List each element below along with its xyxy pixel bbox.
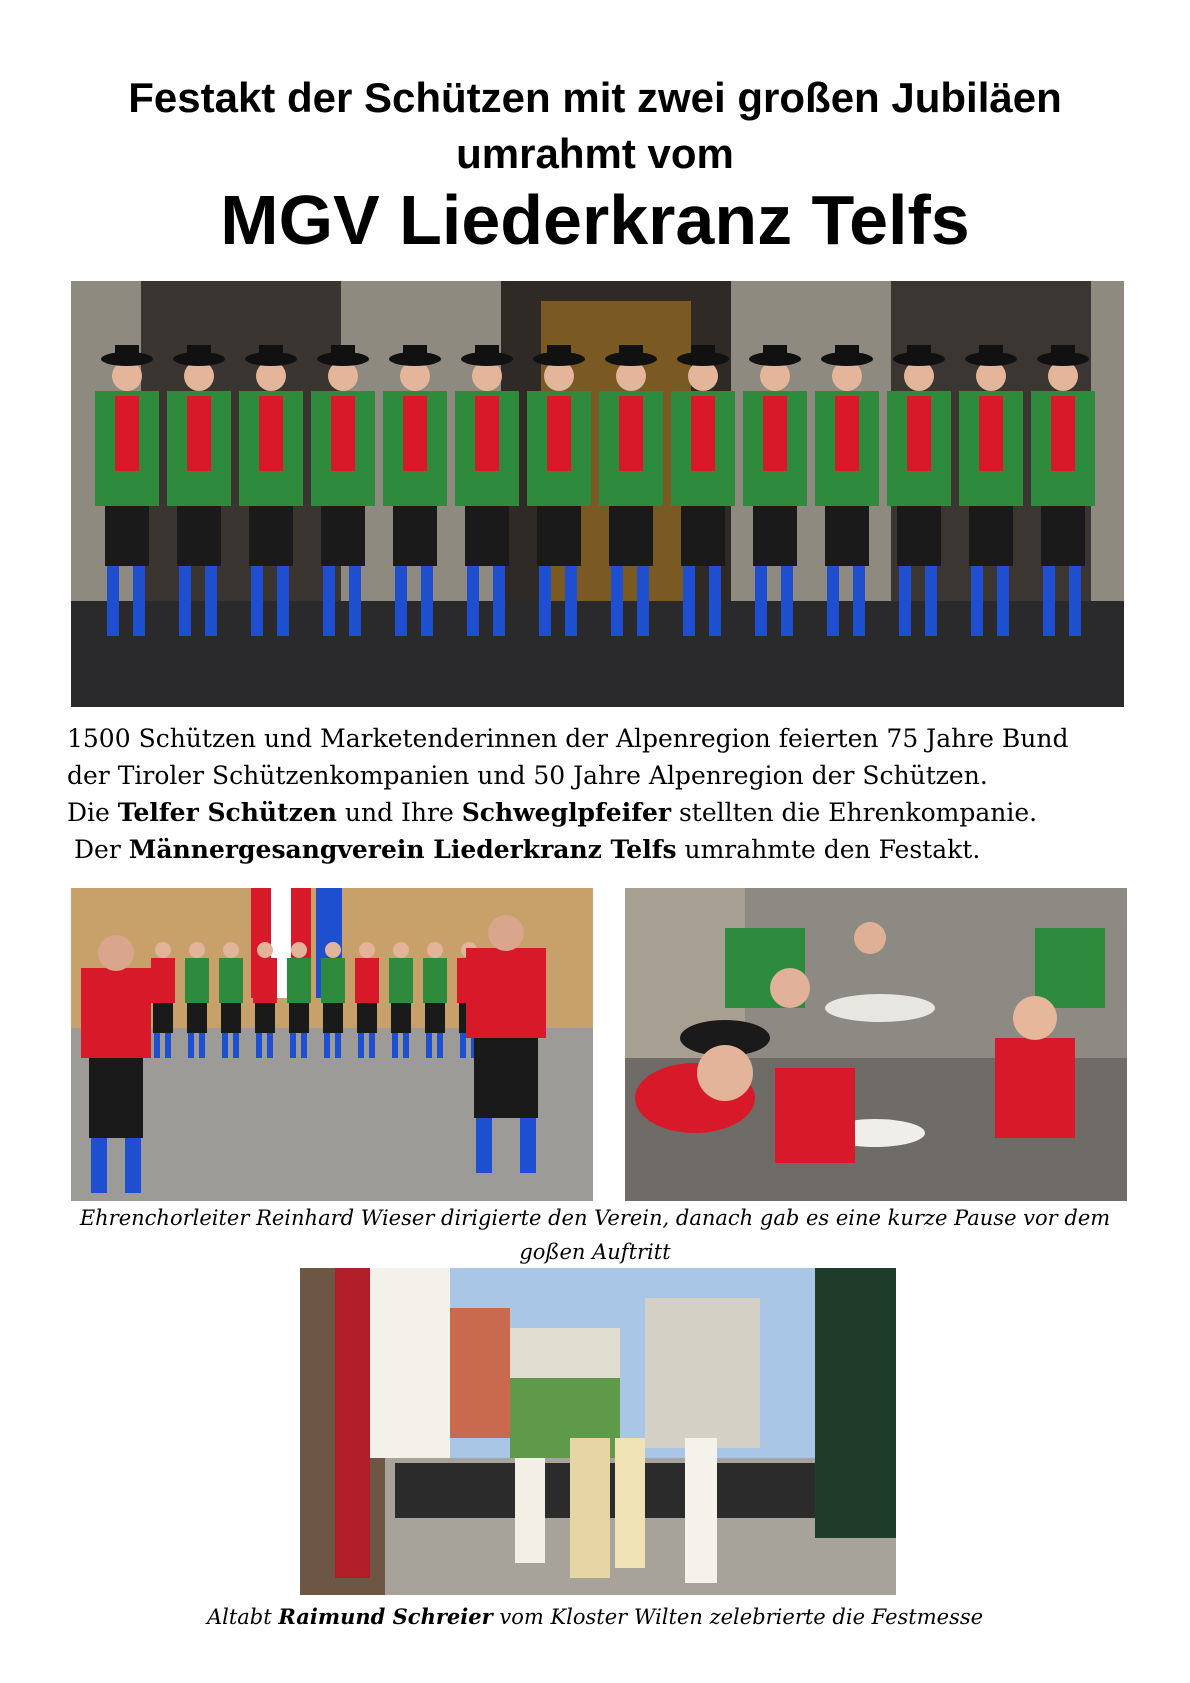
- bottom-caption-text: vom Kloster Wilten zelebrierte die Festmesse: [492, 1605, 984, 1629]
- pair-caption: [40, 1201, 1150, 1269]
- intro-text: Die: [67, 798, 118, 827]
- intro-bold-telfer: Telfer Schützen: [117, 798, 337, 827]
- heading-line-1: Festakt der Schützen mit zwei großen Jubiläen: [128, 74, 1062, 121]
- pair-caption-line-2: goßen Auftritt: [519, 1240, 671, 1264]
- page-heading: [0, 70, 1190, 182]
- rehearsal-photo-image: [71, 888, 593, 1201]
- rehearsal-photo: [71, 888, 593, 1201]
- mass-photo: [300, 1268, 896, 1595]
- mass-photo-image: [300, 1268, 896, 1595]
- intro-line-3: [67, 794, 1127, 831]
- intro-paragraph: [67, 720, 1127, 868]
- intro-text: umrahmte den Festakt.: [676, 835, 981, 864]
- group-photo: [71, 281, 1124, 707]
- intro-line-1: 1500 Schützen und Marketenderinnen der Alpenregion feierten 75 Jahre Bund: [67, 724, 1069, 753]
- main-title: MGV Liederkranz Telfs: [220, 181, 970, 259]
- heading-line-2: umrahmt vom: [456, 130, 734, 177]
- intro-line-4: [67, 831, 1127, 868]
- bottom-caption-name: Raimund Schreier: [278, 1604, 493, 1629]
- intro-text: und Ihre: [336, 798, 462, 827]
- intro-bold-schwegl: Schweglpfeifer: [461, 798, 672, 827]
- cafe-photo-image: [625, 888, 1127, 1201]
- intro-text: Der: [74, 835, 129, 864]
- group-photo-image: [71, 281, 1124, 707]
- bottom-caption-text: Altabt: [206, 1605, 279, 1629]
- intro-text: stellten die Ehrenkompanie.: [671, 798, 1038, 827]
- pair-caption-line-1: Ehrenchorleiter Reinhard Wieser dirigierte den Verein, danach gab es eine kurze Pause vor dem: [79, 1206, 1111, 1230]
- intro-line-2: der Tiroler Schützenkompanien und 50 Jahre Alpenregion der Schützen.: [67, 761, 988, 790]
- cafe-photo: [625, 888, 1127, 1201]
- intro-bold-mgv: Männergesangverein Liederkranz Telfs: [128, 835, 677, 864]
- bottom-caption: [0, 1600, 1190, 1634]
